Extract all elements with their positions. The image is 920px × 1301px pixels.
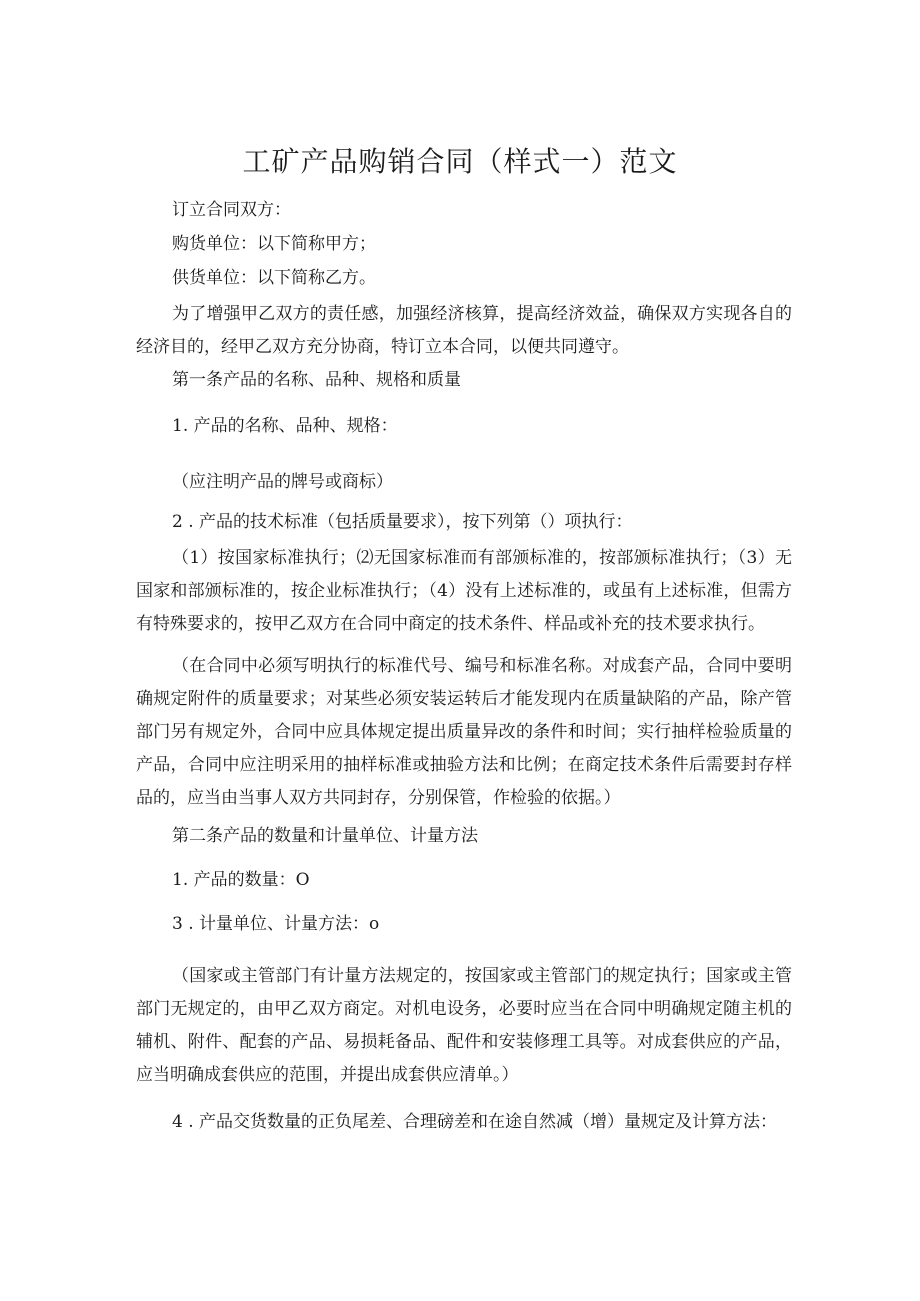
article-1-note-1: （应注明产品的牌号或商标） bbox=[172, 472, 393, 492]
article-2-title: 第二条产品的数量和计量单位、计量方法 bbox=[172, 826, 478, 846]
article-2-note: （国家或主管部门有计量方法规定的，按国家或主管部门的规定执行；国家或主管部门无规定的，由甲乙双方商定。对机电设务，必要时应当在合同中明确规定随主机的辅机、附件、配套的产品、易损耗备品、配件和安装修理工具等。对成套供应的产品，应当明确成套供应的范围，并提出成套供应清单。） bbox=[136, 966, 792, 1085]
preamble-paragraph: 为了增强甲乙双方的责任感，加强经济核算，提高经济效益，确保双方实现各自的经济目的，经甲乙双方充分协商，特订立本合同，以便共同遵守。 bbox=[136, 304, 792, 357]
article-1-item-2: 2 . 产品的技术标准（包括质量要求），按下列第（）项执行： bbox=[172, 512, 633, 532]
article-2-item-1: 1. 产品的数量：O bbox=[172, 870, 310, 890]
article-1-item-2-detail: （1）按国家标准执行；⑵无国家标准而有部颁标准的，按部颁标准执行；（3）无国家和部颁标准的，按企业标准执行；（4）没有上述标准的，或虽有上述标准，但需方有特殊要求的，按甲乙双方在合同中商定的技术条件、样品或补充的技术要求执行。 bbox=[136, 548, 792, 634]
article-1-note-2: （在合同中必须写明执行的标准代号、编号和标准名称。对成套产品，合同中要明确规定附件的质量要求；对某些必须安装运转后才能发现内在质量缺陷的产品，除产管部门另有规定外，合同中应具体规定提出质量异改的条件和时间；实行抽样检验质量的产品，合同中应注明采用的抽样标准或抽验方法和比例；在商定技术条件后需要封存样品的，应当由当事人双方共同封存，分别保管，作检验的依据。） bbox=[136, 656, 792, 808]
parties-heading: 订立合同双方： bbox=[172, 200, 291, 220]
article-1-title: 第一条产品的名称、品种、规格和质量 bbox=[172, 370, 461, 390]
document-title: 工矿产品购销合同（样式一）范文 bbox=[242, 145, 678, 178]
buyer-line: 购货单位：以下简称甲方； bbox=[172, 234, 376, 254]
article-2-item-4: 4 . 产品交货数量的正负尾差、合理磅差和在途自然减（增）量规定及计算方法： bbox=[172, 1112, 778, 1132]
article-1-item-1: 1. 产品的名称、品种、规格： bbox=[172, 416, 398, 436]
article-2-item-3: 3 . 计量单位、计量方法：o bbox=[172, 914, 380, 934]
seller-line: 供货单位：以下简称乙方。 bbox=[172, 268, 376, 288]
